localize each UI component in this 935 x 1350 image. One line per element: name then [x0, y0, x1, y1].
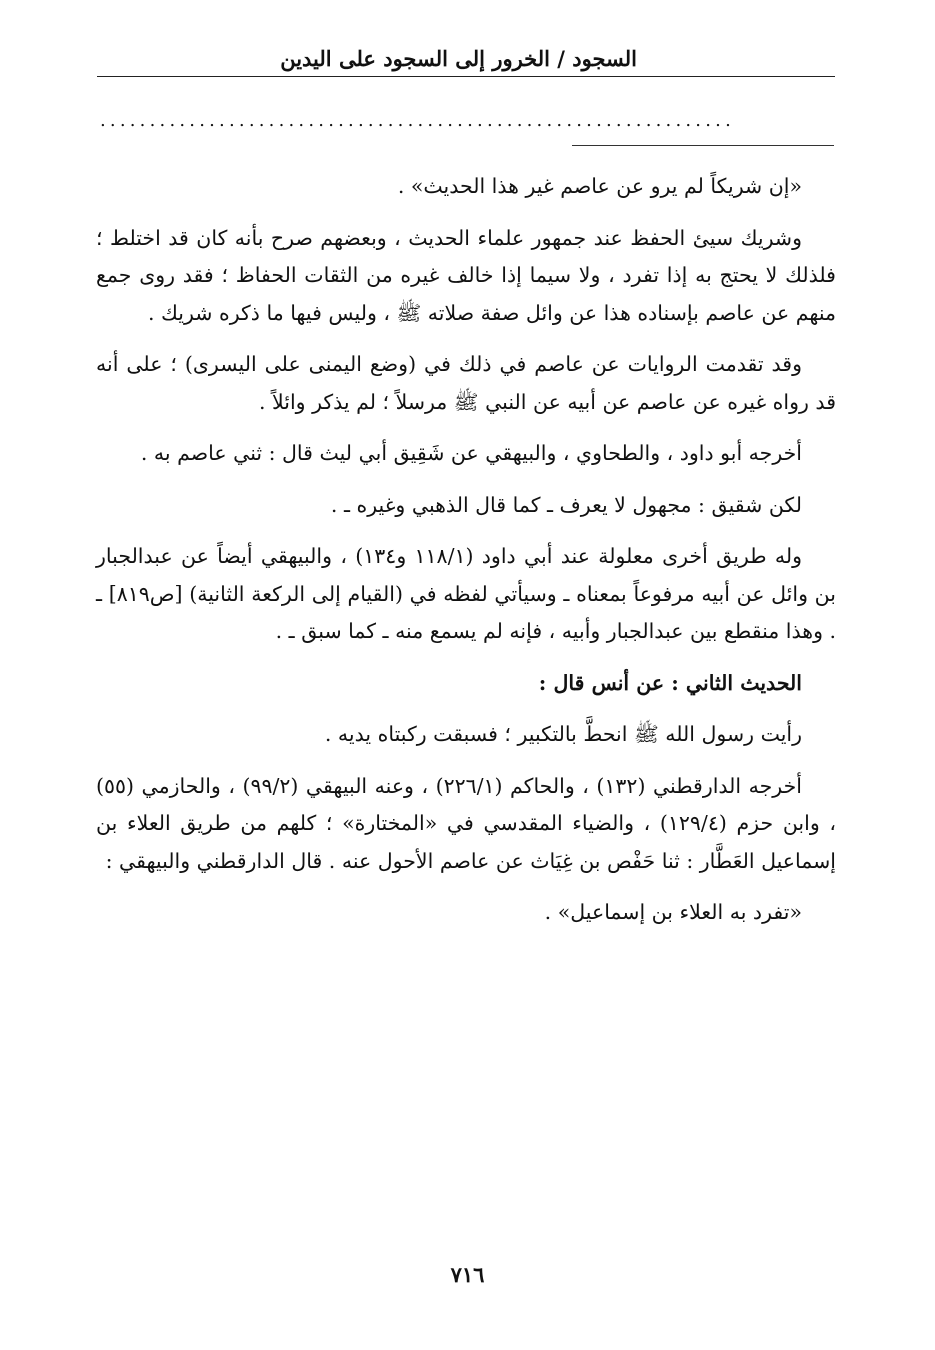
page-number: ٧١٦ — [450, 1262, 485, 1287]
sharik-paragraph: وشريك سيئ الحفظ عند جمهور علماء الحديث ، وبعضهم صرح بأنه كان قد اختلط ؛ فلذلك لا يحتج به إذا تفرد ، ولا سيما إذا خالف غيره من الثقات الحفاظ ؛ فقد روى جمع منهم عن عاصم بإسناده هذا عن وائل صفة صلاته ﷺ ، وليس فيها ما ذكره شريك . — [96, 225, 836, 325]
narrations-paragraph: وقد تقدمت الروايات عن عاصم في ذلك في (وضع اليمنى على اليسرى) ؛ على أنه قد رواه غيره عن عاصم عن أبيه عن النبي ﷺ مرسلاً ؛ لم يذكر وائلاً . — [96, 352, 836, 414]
anas-hadith-text: رأيت رسول الله ﷺ انحطَّ بالتكبير ؛ فسبقت ركبتاه يديه . — [324, 722, 802, 746]
takhrij-paragraph: أخرجه أبو داود ، والطحاوي ، والبيهقي عن شَقِيق أبي ليث قال : ثني عاصم به . — [140, 441, 802, 465]
body-text — [96, 168, 836, 946]
running-header: السجود / الخرور إلى السجود على اليدين — [280, 46, 637, 71]
quote-paragraph: «إن شريكاً لم يرو عن عاصم غير هذا الحديث» . — [397, 174, 802, 198]
shaqiq-paragraph: لكن شقيق : مجهول لا يعرف ـ كما قال الذهبي وغيره ـ . — [330, 492, 802, 517]
anas-takhrij-paragraph: أخرجه الدارقطني (١٣٢) ، والحاكم (٢٢٦/١) ، وعنه البيهقي (٩٩/٢) ، والحازمي (٥٥) ، وابن حزم (١٢٩/٤) ، والضياء المقدسي في «المختارة» ؛ كلهم من طريق العلاء بن إسماعيل العَطَّار : ثنا حَفْص بن غِيَاث عن عاصم الأحول عنه . قال الدارقطني والبيهقي : — [96, 773, 836, 873]
continuation-dots: ................................................................ — [100, 114, 735, 128]
closing-quote: «تفرد به العلاء بن إسماعيل» . — [544, 900, 802, 924]
header-rule — [97, 76, 835, 77]
second-hadith-heading: الحديث الثاني : عن أنس قال : — [538, 670, 802, 695]
another-route-paragraph: وله طريق أخرى معلولة عند أبي داود (١١٨/١ و١٣٤) ، والبيهقي أيضاً عن عبدالجبار بن وائل عن أبيه مرفوعاً بمعناه ـ وسيأتي لفظه في (القيام إلى الركعة الثانية) [ص٨١٩] ـ . وهذا منقطع بين عبدالجبار وأبيه ، فإنه لم يسمع منه ـ كما سبق ـ . — [96, 544, 836, 643]
footnote-rule — [572, 145, 834, 146]
